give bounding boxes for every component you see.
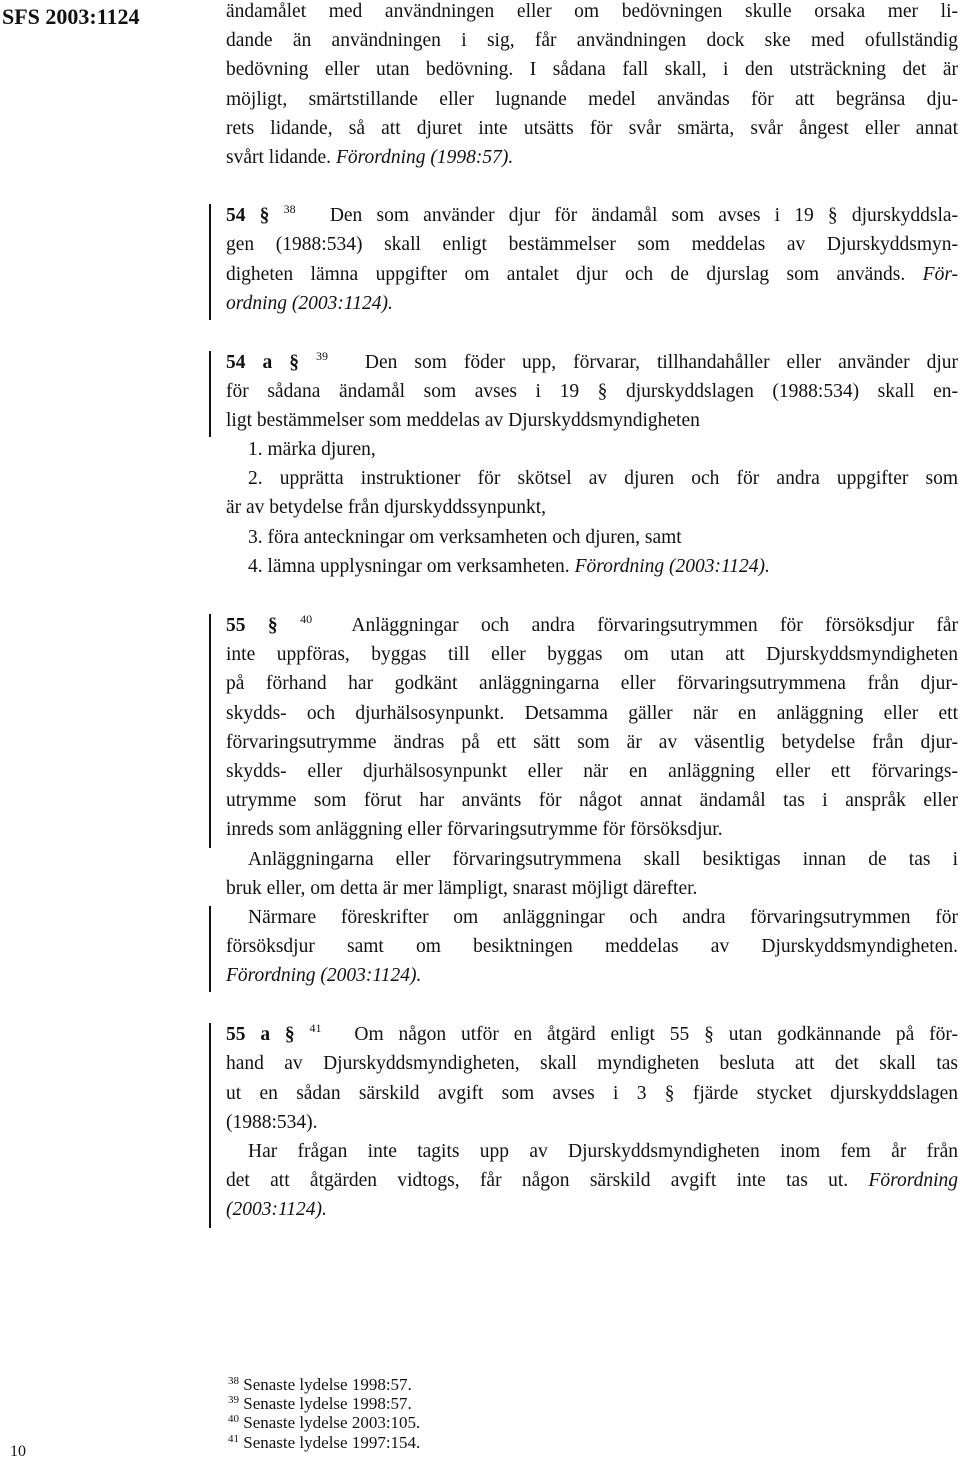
list-item: 2. upprätta instruktioner för skötsel av djuren och för andra uppgifter som xyxy=(248,468,958,489)
section-first-line xyxy=(226,204,958,229)
change-bar xyxy=(209,614,211,848)
text-line: bruk eller, om detta är mer lämpligt, snarast möjligt därefter. xyxy=(226,878,698,899)
text-line: ligt bestämmelser som meddelas av Djurskyddsmyndigheten xyxy=(226,410,700,431)
footnote-number: 40 xyxy=(228,1413,239,1425)
text-line xyxy=(226,263,958,287)
list-item: 3. föra anteckningar om verksamheten och djuren, samt xyxy=(248,527,682,548)
section-number: 55 § xyxy=(226,615,278,636)
footnote-text: Senaste lydelse 1997:154. xyxy=(243,1433,421,1452)
text-span: Om någon utför en åtgärd enligt 55 § utan godkännande på för- xyxy=(354,1024,959,1045)
section-number: 54 § xyxy=(226,205,270,226)
text-line: utrymme som förut har använts för något annat ändamål tas i anspråk eller xyxy=(226,790,958,811)
text-span: svårt lidande. xyxy=(226,147,332,168)
text-line: gen (1988:534) skall enligt bestämmelser som meddelas av Djurskyddsmyn- xyxy=(226,234,958,255)
footnote-text: Senaste lydelse 2003:105. xyxy=(243,1413,421,1432)
text-line: hand av Djurskyddsmyndigheten, skall myndigheten besluta att det skall tas xyxy=(226,1053,958,1074)
ordinance-reference: Förordning xyxy=(868,1170,958,1191)
footnote-text: Senaste lydelse 1998:57. xyxy=(243,1375,412,1394)
text-line: Närmare föreskrifter om anläggningar och andra förvaringsutrymmen för xyxy=(248,907,958,928)
text-line: inte uppföras, byggas till eller byggas om utan att Djurskyddsmyndigheten xyxy=(226,644,958,665)
text-line: ut en sådan särskild avgift som avses i 3 § fjärde stycket djurskyddslagen xyxy=(226,1083,958,1104)
ordinance-reference: ordning (2003:1124). xyxy=(226,293,393,314)
footnote xyxy=(228,1414,420,1434)
footnote-ref: 38 xyxy=(283,202,296,216)
text-line: skydds- eller djurhälsosynpunkt eller när en anläggning eller ett förvarings- xyxy=(226,761,958,782)
change-bar xyxy=(209,906,211,992)
footnote-ref: 40 xyxy=(300,612,313,626)
footnote-text: Senaste lydelse 1998:57. xyxy=(243,1394,412,1413)
section-number: 55 a § xyxy=(226,1024,295,1045)
text-line: inreds som anläggning eller förvaringsutrymme för försöksdjur. xyxy=(226,819,723,840)
footnote-number: 41 xyxy=(228,1433,239,1445)
text-line: rets lidande, så att djuret inte utsätts för svår smärta, svår ångest eller annat xyxy=(226,118,958,139)
footnote-ref: 41 xyxy=(309,1021,322,1035)
text-line: för sådana ändamål som avses i 19 § djurskyddslagen (1988:534) skall en- xyxy=(226,381,958,402)
text-line: Anläggningarna eller förvaringsutrymmena skall besiktigas innan de tas i xyxy=(248,849,958,870)
text-span: Anläggningar och andra förvaringsutrymmen för försöksdjur får xyxy=(351,615,958,636)
text-line: Har frågan inte tagits upp av Djurskyddsmyndigheten inom fem år från xyxy=(248,1141,958,1162)
text-line: möjligt, smärtstillande eller lugnande medel användas för att begränsa dju- xyxy=(226,89,958,110)
footnote-ref: 39 xyxy=(315,349,328,363)
text-line: bedövning eller utan bedövning. I sådana fall skall, i den utsträckning det är xyxy=(226,59,958,80)
change-bar xyxy=(209,204,211,320)
footnote xyxy=(228,1395,412,1415)
text-line xyxy=(226,146,513,170)
ordinance-reference: Förordning (2003:1124). xyxy=(226,965,422,986)
page-number: 10 xyxy=(10,1443,26,1460)
sfs-number: SFS 2003:1124 xyxy=(2,4,140,29)
text-span: det att åtgärden vidtogs, får någon särskild avgift inte tas ut. xyxy=(226,1170,849,1191)
section-number: 54 a § xyxy=(226,352,299,373)
text-span: digheten lämna uppgifter om antalet djur och de djurslag som används. xyxy=(226,264,906,285)
ordinance-reference: För- xyxy=(922,264,959,285)
text-line: (1988:534). xyxy=(226,1112,318,1133)
list-item xyxy=(248,555,770,579)
text-span: Den som föder upp, förvarar, tillhandahåller eller använder djur xyxy=(364,352,959,373)
list-item-continued: är av betydelse från djurskyddssynpunkt, xyxy=(226,497,547,518)
text-line: förvaringsutrymme ändras på ett sätt som är av väsentlig betydelse från djur- xyxy=(226,732,958,753)
list-item: 1. märka djuren, xyxy=(248,439,376,460)
ordinance-reference: Förordning (2003:1124). xyxy=(574,556,770,577)
text-line: skydds- och djurhälsosynpunkt. Detsamma gäller när en anläggning eller ett xyxy=(226,703,958,724)
footnote-number: 39 xyxy=(228,1394,239,1406)
text-span: 4. lämna upplysningar om verksamheten. xyxy=(248,556,570,577)
section-first-line xyxy=(226,351,958,376)
section-first-line xyxy=(226,1023,958,1048)
text-line: dande än användningen i sig, får användningen dock ske med ofullständig xyxy=(226,30,958,51)
footnote-number: 38 xyxy=(228,1375,239,1387)
change-bar xyxy=(209,351,211,437)
text-line: försöksdjur samt om besiktningen meddelas av Djurskyddsmyndigheten. xyxy=(226,936,958,957)
text-span: Den som använder djur för ändamål som avses i 19 § djurskyddsla- xyxy=(329,205,959,226)
section-first-line xyxy=(226,614,958,639)
footnote xyxy=(228,1434,420,1454)
change-bar xyxy=(209,1023,211,1228)
text-line: ändamålet med användningen eller om bedövningen skulle orsaka mer li- xyxy=(226,1,958,22)
ordinance-reference: Förordning (1998:57). xyxy=(335,147,514,168)
text-line: på förhand har godkänt anläggningarna eller förvaringsutrymmena från djur- xyxy=(226,673,958,694)
ordinance-reference: (2003:1124). xyxy=(226,1199,327,1220)
footnote xyxy=(228,1376,412,1396)
text-line xyxy=(226,1169,958,1193)
